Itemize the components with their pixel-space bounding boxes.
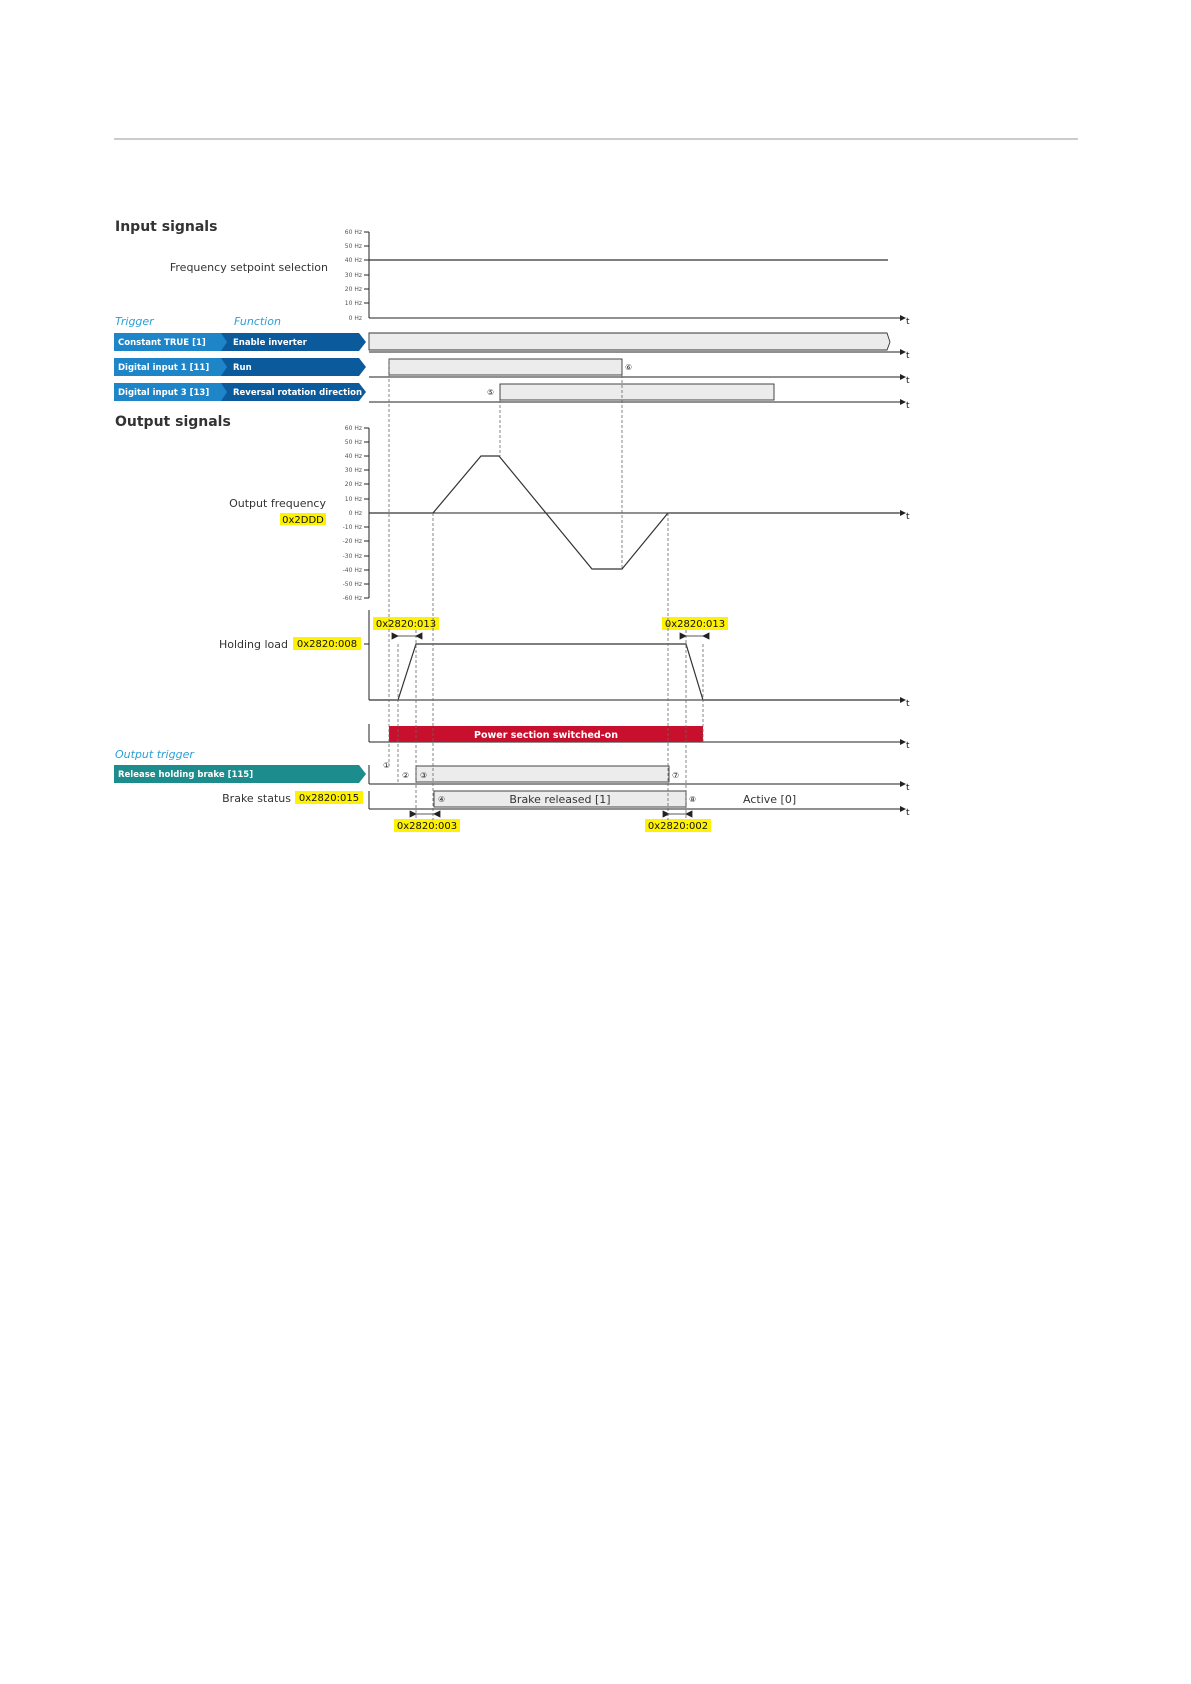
of-tick-0: 60 Hz (344, 425, 362, 432)
fs-time-label: t (906, 317, 910, 327)
holding-load-curve (369, 644, 899, 700)
row3-time-label: t (906, 401, 910, 411)
of-tick-4: 20 Hz (344, 481, 362, 488)
trigger-3-label: Digital input 3 [13] (118, 388, 210, 398)
of-tick-8: -20 Hz (342, 538, 362, 545)
of-tick-1: 50 Hz (344, 439, 362, 446)
of-tick-12: -60 Hz (342, 595, 362, 602)
section-input-title: Input signals (115, 219, 218, 235)
brake-status-label: Brake status (222, 792, 291, 805)
trigger-row-3 (114, 383, 910, 411)
marker-8: ⑧ (689, 795, 697, 804)
header-function: Function (234, 315, 281, 328)
timing-guides (389, 359, 703, 820)
of-tick-5: 10 Hz (344, 496, 362, 503)
release-brake-label: Release holding brake [115] (118, 770, 254, 780)
rb-time-label: t (906, 783, 910, 793)
fs-tick-2: 40 Hz (344, 257, 362, 264)
brake-status-param: 0x2820:015 (298, 793, 360, 804)
of-tick-7: -10 Hz (342, 524, 362, 531)
marker-1: ① (383, 761, 391, 770)
brake-delay-arrows (410, 811, 692, 817)
marker-6-run: ⑥ (625, 363, 633, 372)
bs-time-label: t (906, 808, 910, 818)
of-tick-2: 40 Hz (344, 453, 362, 460)
run-bar (389, 359, 622, 375)
of-tick-6: 0 Hz (348, 510, 362, 517)
holding-load-param: 0x2820:008 (296, 639, 358, 650)
header-output-trigger: Output trigger (115, 748, 194, 761)
fs-tick-5: 10 Hz (344, 300, 362, 307)
trigger-row-2 (114, 358, 910, 386)
brake-released-label: Brake released [1] (509, 793, 611, 806)
of-tick-3: 30 Hz (344, 467, 362, 474)
ramp-left-param: 0x2820:013 (375, 619, 437, 630)
freq-setpoint-axis (345, 229, 910, 327)
brake-active-label: Active [0] (743, 793, 797, 806)
brake-delay-right: 0x2820:002 (647, 821, 709, 832)
of-time-label: t (906, 512, 910, 522)
fs-tick-4: 20 Hz (344, 286, 362, 293)
output-frequency-param: 0x2DDD (282, 515, 324, 526)
fs-tick-3: 30 Hz (344, 272, 362, 279)
marker-5: ⑤ (487, 388, 495, 397)
ps-time-label: t (906, 741, 910, 751)
trigger-1-label: Constant TRUE [1] (118, 338, 206, 348)
section-output-title: Output signals (115, 414, 231, 430)
brake-delay-left: 0x2820:003 (396, 821, 458, 832)
fs-tick-6: 0 Hz (348, 315, 362, 322)
marker-2: ② (402, 771, 410, 780)
release-brake-bar (416, 766, 669, 782)
row2-time-label: t (906, 376, 910, 386)
marker-7: ⑦ (672, 771, 680, 780)
fs-tick-1: 50 Hz (344, 243, 362, 250)
holding-load-row (364, 610, 910, 709)
function-1-label: Enable inverter (233, 338, 307, 348)
ramp-dimension-arrows (392, 633, 709, 639)
ramp-right-param: 0x2820:013 (664, 619, 726, 630)
freq-setpoint-label: Frequency setpoint selection (169, 261, 328, 274)
function-3-label: Reversal rotation direction (233, 388, 362, 398)
of-tick-10: -40 Hz (342, 567, 362, 574)
output-frequency-label: Output frequency (229, 497, 326, 510)
marker-4: ④ (438, 795, 446, 804)
row1-time-label: t (906, 351, 910, 361)
enable-inverter-bar (369, 333, 890, 350)
power-section-label: Power section switched-on (474, 730, 618, 741)
function-2-label: Run (233, 363, 252, 373)
marker-3: ③ (420, 771, 428, 780)
trigger-2-label: Digital input 1 [11] (118, 363, 210, 373)
of-tick-11: -50 Hz (342, 581, 362, 588)
header-trigger: Trigger (115, 315, 154, 328)
holding-load-label: Holding load (218, 638, 288, 651)
trigger-row-1 (114, 333, 910, 361)
of-tick-9: -30 Hz (342, 553, 362, 560)
reversal-bar (500, 384, 774, 400)
fs-tick-0: 60 Hz (344, 229, 362, 236)
hl-time-label: t (906, 699, 910, 709)
